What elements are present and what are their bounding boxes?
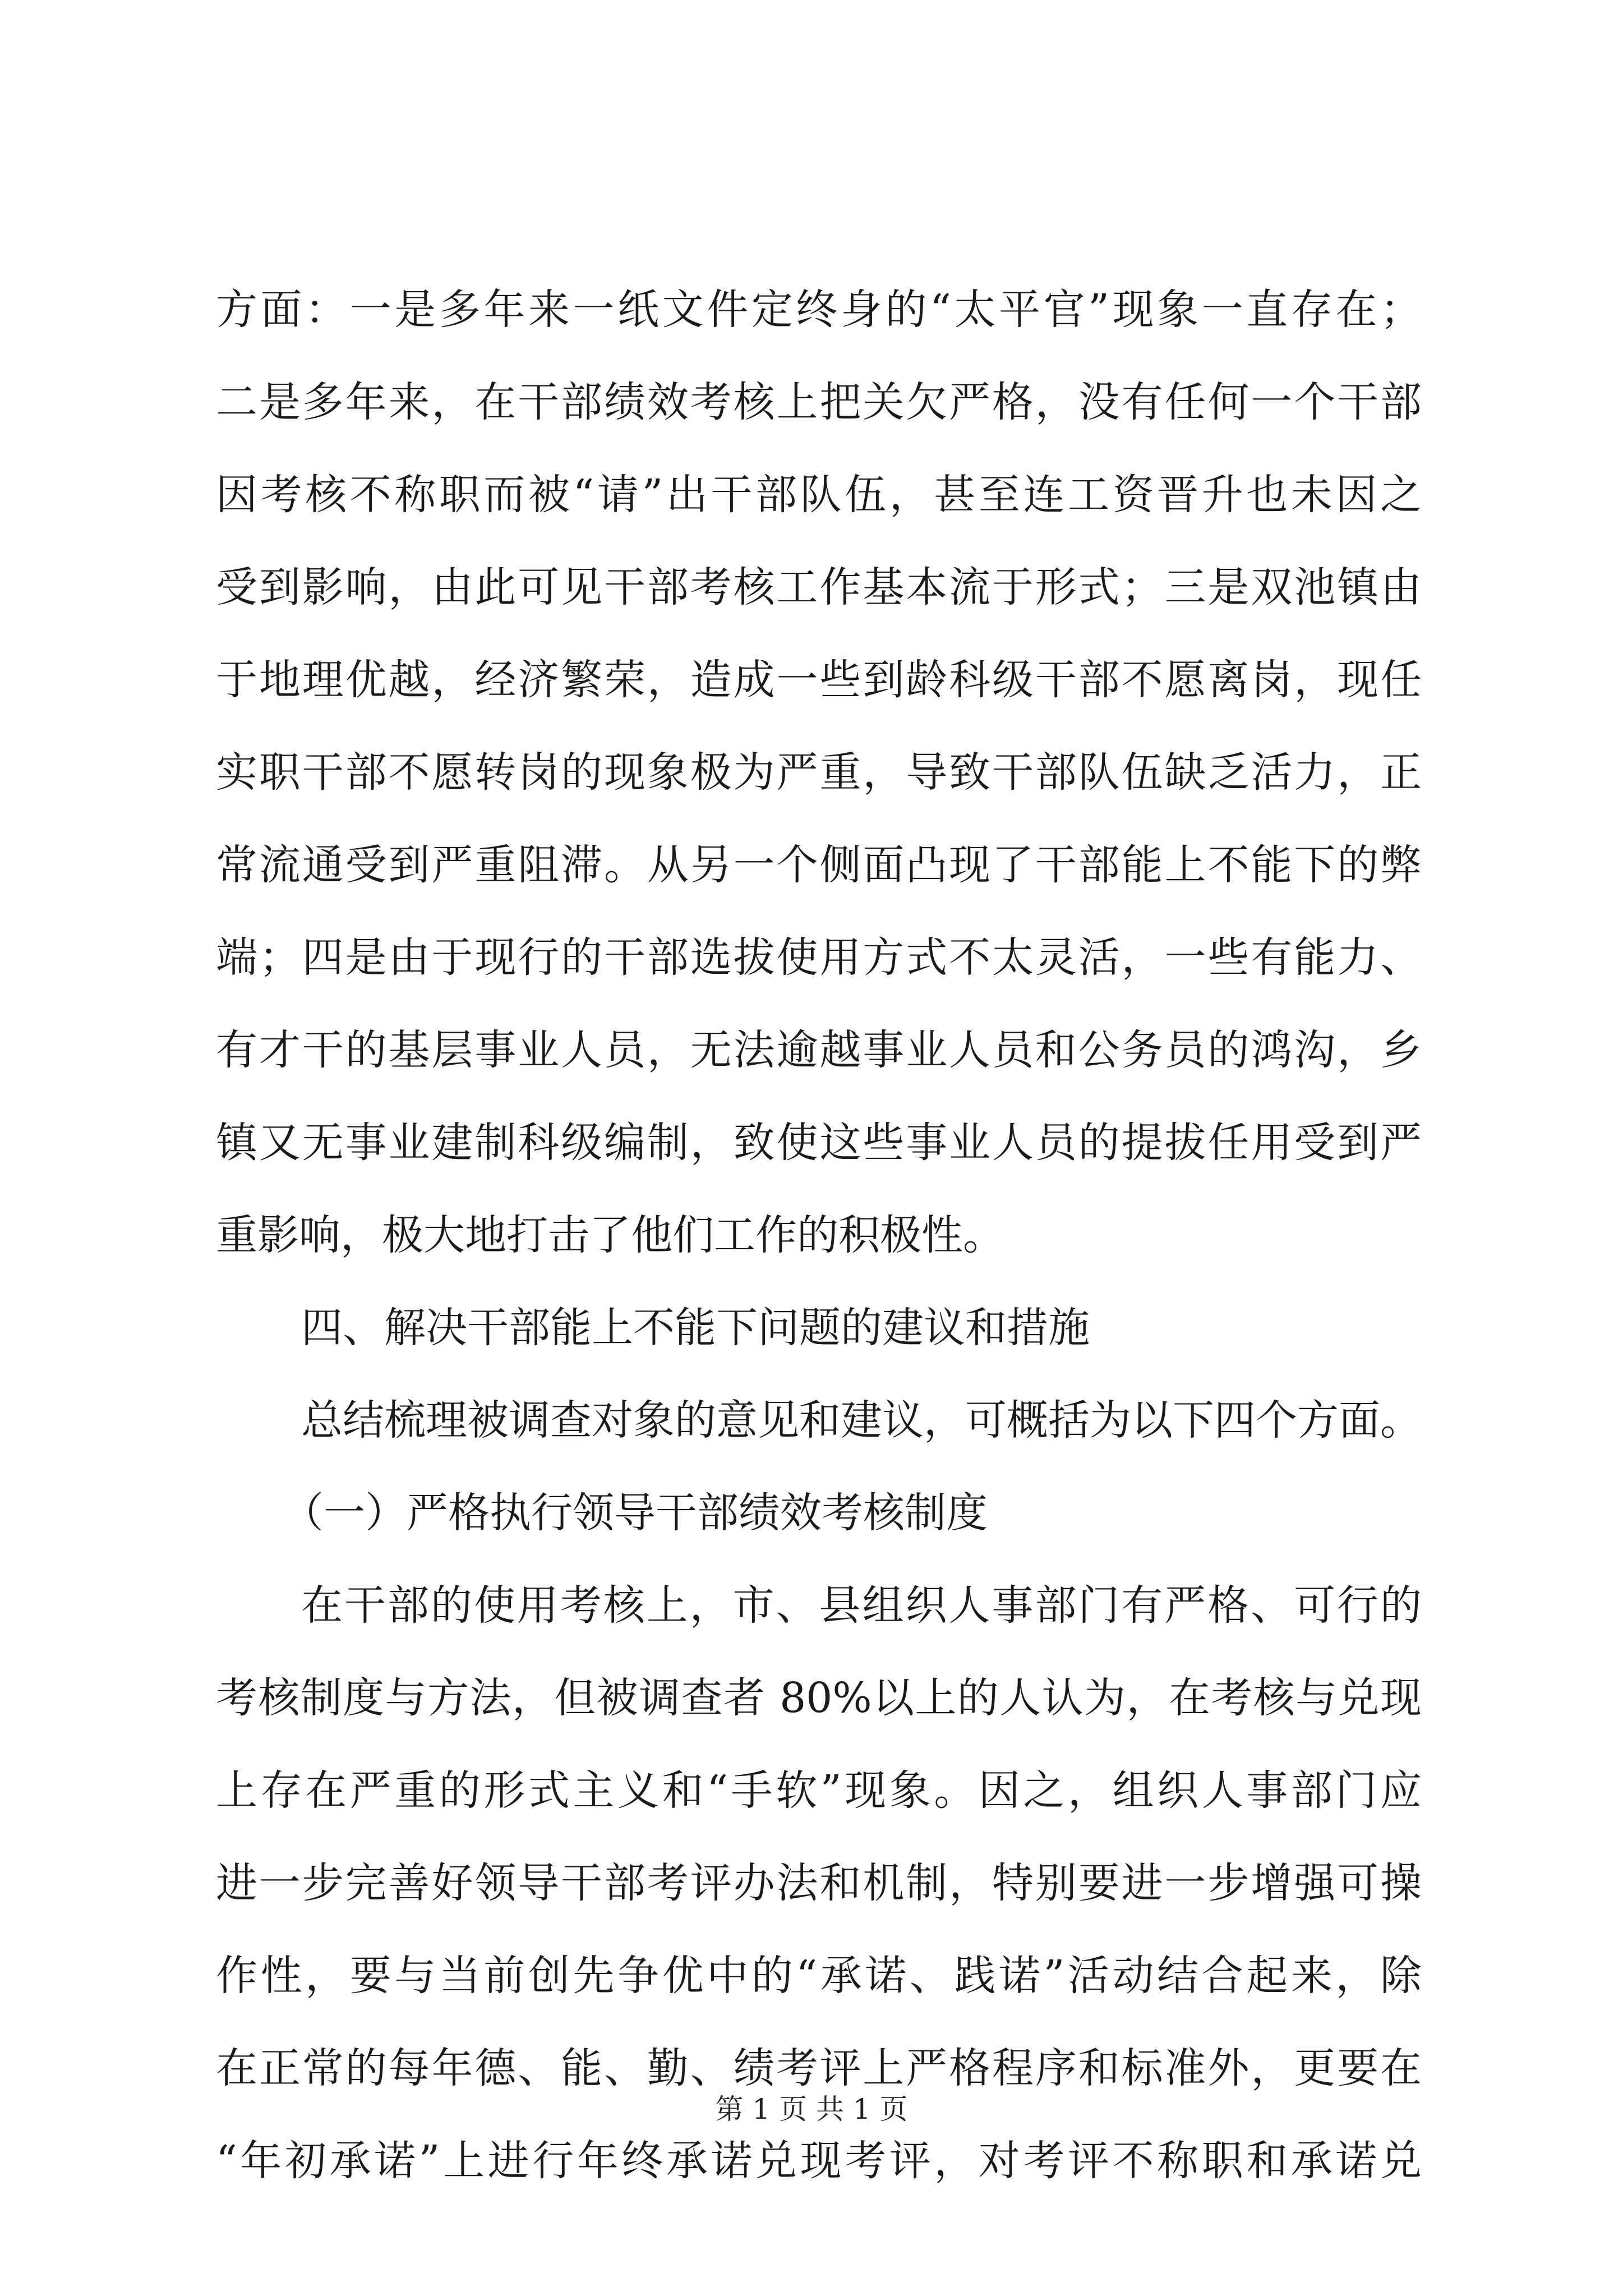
- text-line: 实职干部不愿转岗的现象极为严重，导致干部队伍缺乏活力，正: [216, 748, 1422, 797]
- text-line: 在正常的每年德、能、勤、绩考评上严格程序和标准外，更要在: [216, 2044, 1422, 2092]
- text-line: 受到影响，由此可见干部考核工作基本流于形式；三是双池镇由: [216, 563, 1422, 611]
- text-line: 考核制度与方法，但被调查者 80%以上的人认为，在考核与兑现: [216, 1674, 1422, 1722]
- page-number-footer: 第 1 页 共 1 页: [715, 2093, 908, 2125]
- text-line: “年初承诺”上进行年终承诺兑现考评，对考评不称职和承诺兑: [216, 2137, 1422, 2185]
- text-line: 端；四是由于现行的干部选拔使用方式不太灵活，一些有能力、: [216, 933, 1422, 982]
- subsection-heading: （一）严格执行领导干部绩效考核制度: [282, 1489, 988, 1537]
- text-line: 重影响，极大地打击了他们工作的积极性。: [216, 1211, 1004, 1259]
- text-line: 常流通受到严重阻滞。从另一个侧面凸现了干部能上不能下的弊: [216, 841, 1422, 889]
- text-line: 上存在严重的形式主义和“手软”现象。因之，组织人事部门应: [216, 1766, 1422, 1815]
- text-line: 进一步完善好领导干部考评办法和机制，特别要进一步增强可操: [216, 1859, 1422, 1907]
- text-line: 于地理优越，经济繁荣，造成一些到龄科级干部不愿离岗，现任: [216, 656, 1422, 704]
- document-body: [216, 264, 1422, 2207]
- text-line: 作性，要与当前创先争优中的“承诺、践诺”活动结合起来，除: [216, 1952, 1422, 2000]
- text-line: 二是多年来，在干部绩效考核上把关欠严格，没有任何一个干部: [216, 378, 1422, 426]
- text-line: 有才干的基层事业人员，无法逾越事业人员和公务员的鸿沟，乡: [216, 1026, 1422, 1074]
- text-line: 因考核不称职而被“请”出干部队伍，甚至连工资晋升也未因之: [216, 471, 1422, 519]
- text-line: 方面：一是多年来一纸文件定终身的“太平官”现象一直存在；: [216, 286, 1422, 334]
- text-line: 镇又无事业建制科级编制，致使这些事业人员的提拔任用受到严: [216, 1119, 1422, 1167]
- text-line: 在干部的使用考核上，市、县组织人事部门有严格、可行的: [301, 1581, 1422, 1630]
- text-line: 总结梳理被调查对象的意见和建议，可概括为以下四个方面。: [301, 1396, 1422, 1444]
- section-heading: 四、解决干部能上不能下问题的建议和措施: [301, 1304, 1090, 1352]
